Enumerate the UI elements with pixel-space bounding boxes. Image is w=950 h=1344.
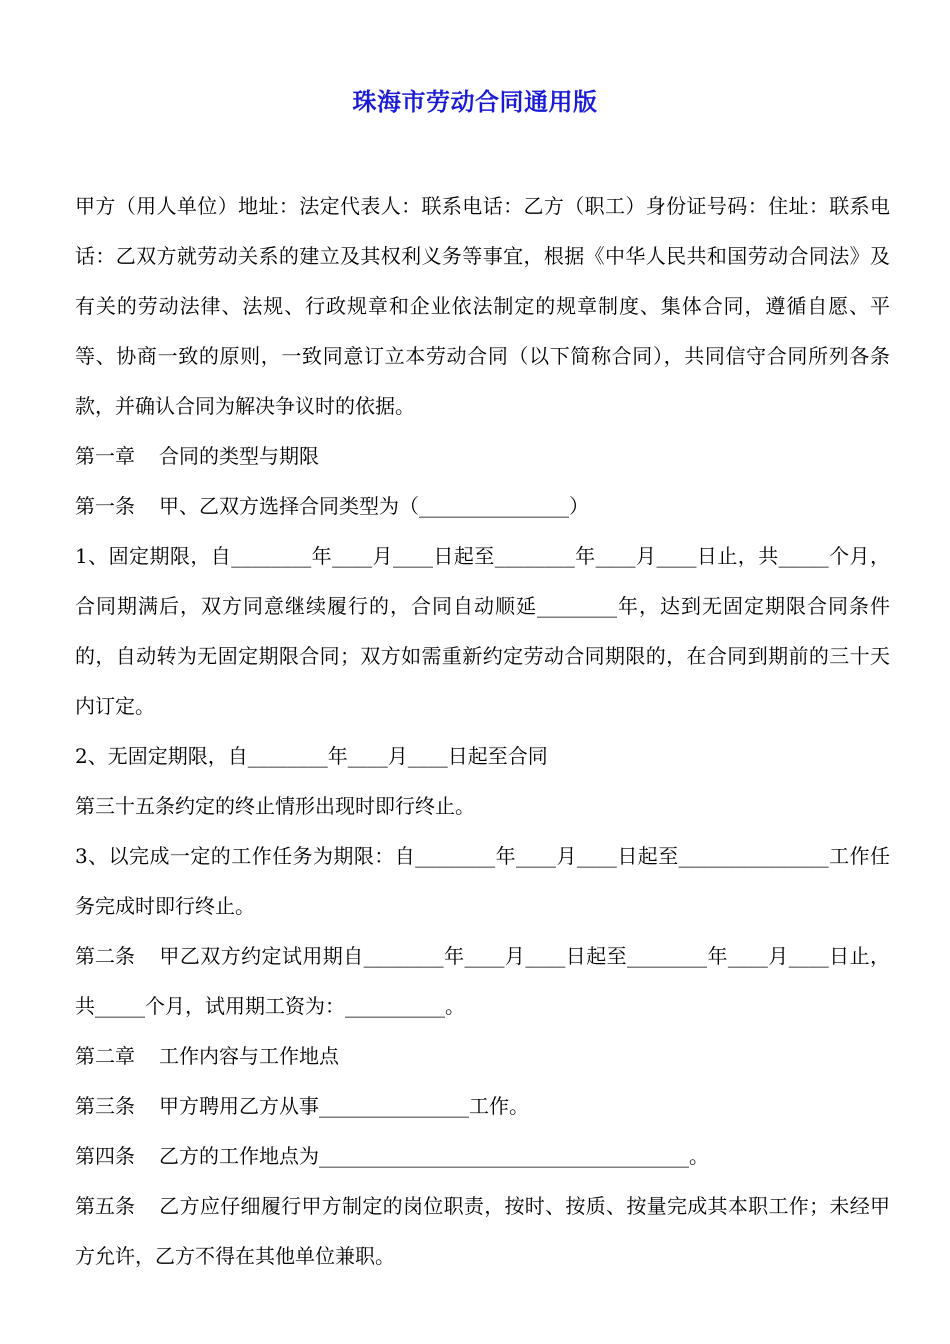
article-4-text: 乙方的工作地点为_____________________________________。 xyxy=(159,1144,709,1168)
article-1-label: 第一条 xyxy=(75,494,135,518)
article-5 xyxy=(75,1181,890,1281)
article-1-text: 甲、乙双方选择合同类型为（_______________） xyxy=(159,494,589,518)
article-5-label: 第五条 xyxy=(75,1194,135,1218)
chapter-2-label: 第二章 xyxy=(75,1044,135,1068)
item-1-fixed-term: 1、固定期限，自________年____月____日起至________年____月____日止，共_____个月，合同期满后，双方同意继续履行的，合同自动顺延________年，达到无固定期限合同条件的，自动转为无固定期限合同；双方如需重新约定劳动合同期限的，在合同到期前的三十天内订定。 xyxy=(75,544,890,718)
chapter-2-title: 工作内容与工作地点 xyxy=(159,1044,339,1068)
chapter-1-label: 第一章 xyxy=(75,444,135,468)
chapter-1-heading xyxy=(75,431,890,481)
article-3-text: 甲方聘用乙方从事_______________工作。 xyxy=(159,1094,529,1118)
article-4-label: 第四条 xyxy=(75,1144,135,1168)
chapter-2-heading xyxy=(75,1031,890,1081)
article-4 xyxy=(75,1131,890,1181)
article-2 xyxy=(75,931,890,1031)
article-3-label: 第三条 xyxy=(75,1094,135,1118)
chapter-1-title: 合同的类型与期限 xyxy=(159,444,319,468)
article-2-text: 甲乙双方约定试用期自________年____月____日起至________年____月____日止，共_____个月，试用期工资为：__________。 xyxy=(75,944,890,1018)
article-3 xyxy=(75,1081,890,1131)
document-title: 珠海市劳动合同通用版 xyxy=(352,88,598,116)
article-2-label: 第二条 xyxy=(75,944,135,968)
item-2-continuation: 第三十五条约定的终止情形出现时即行终止。 xyxy=(75,794,475,818)
article-1 xyxy=(75,481,890,531)
item-3-task-term: 3、以完成一定的工作任务为期限：自________年____月____日起至_______________工作任务完成时即行终止。 xyxy=(75,844,890,918)
article-5-text: 乙方应仔细履行甲方制定的岗位职责，按时、按质、按量完成其本职工作；未经甲方允许，乙方不得在其他单位兼职。 xyxy=(75,1194,890,1268)
item-2-open-term: 2、无固定期限，自________年____月____日起至合同 xyxy=(75,744,548,768)
document-body xyxy=(75,181,890,1281)
intro-paragraph: 甲方（用人单位）地址：法定代表人：联系电话：乙方（职工）身份证号码：住址：联系电话：乙双方就劳动关系的建立及其权利义务等事宜，根据《中华人民共和国劳动合同法》及有关的劳动法律、法规、行政规章和企业依法制定的规章制度、集体合同，遵循自愿、平等、协商一致的原则，一致同意订立本劳动合同（以下简称合同），共同信守合同所列各条款，并确认合同为解决争议时的依据。 xyxy=(75,194,890,418)
